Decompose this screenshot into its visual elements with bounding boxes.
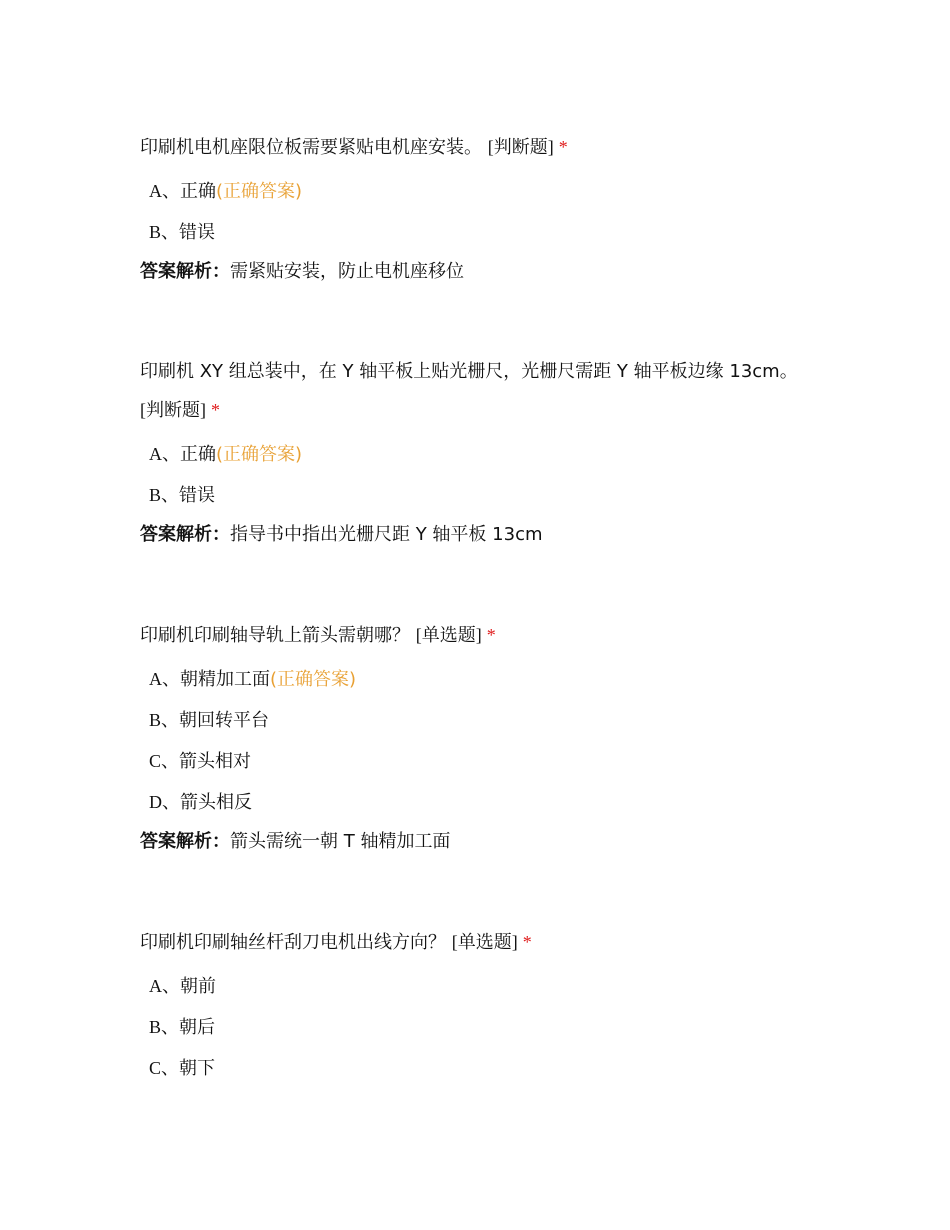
option-letter: D (149, 792, 162, 812)
option-text: 朝精加工面 (180, 669, 270, 690)
option-a[interactable] (140, 659, 820, 700)
option-text: 错误 (179, 485, 216, 506)
option-a[interactable] (140, 966, 820, 1007)
correct-answer-tag: (正确答案) (216, 181, 303, 202)
option-separator: 、 (162, 976, 180, 997)
option-list (140, 171, 820, 253)
question-3 (140, 616, 820, 861)
analysis-label: 答案解析： (140, 831, 230, 852)
question-4 (140, 923, 820, 1089)
question-text: 印刷机印刷轴丝杆刮刀电机出线方向？ (140, 932, 446, 953)
option-separator: 、 (161, 751, 180, 772)
option-letter: B (149, 485, 162, 505)
question-text: 印刷机 XY 组总装中，在 Y 轴平板上贴光栅尺，光栅尺需距 Y 轴平板边缘 13cm。 (140, 361, 798, 382)
option-separator: 、 (161, 710, 180, 731)
option-text: 正确 (180, 444, 216, 465)
option-text: 错误 (179, 222, 216, 243)
question-type: [单选题] (451, 932, 518, 952)
answer-analysis (140, 516, 820, 554)
correct-answer-tag: (正确答案) (270, 669, 357, 690)
option-text: 箭头相对 (179, 751, 252, 772)
option-text: 朝前 (180, 976, 216, 997)
option-b[interactable] (140, 475, 820, 516)
question-title (140, 923, 820, 962)
option-letter: B (149, 1017, 162, 1037)
analysis-text: 箭头需统一朝 T 轴精加工面 (230, 831, 451, 852)
option-letter: A (149, 976, 162, 996)
option-text: 朝下 (179, 1058, 216, 1079)
option-letter: A (149, 669, 162, 689)
question-type: [判断题] (487, 137, 554, 157)
option-list (140, 434, 820, 516)
option-separator: 、 (162, 792, 180, 813)
option-letter: A (149, 444, 162, 464)
question-title (140, 128, 820, 167)
required-mark: * (522, 932, 532, 952)
option-c[interactable] (140, 741, 820, 782)
required-mark: * (558, 137, 568, 157)
option-text: 箭头相反 (180, 792, 252, 813)
question-type: [判断题] (140, 400, 206, 420)
option-letter: B (149, 710, 162, 730)
option-a[interactable] (140, 171, 820, 212)
option-letter: B (149, 222, 162, 242)
answer-analysis (140, 823, 820, 861)
option-text: 朝回转平台 (179, 710, 270, 731)
option-separator: 、 (162, 181, 180, 202)
required-mark: * (211, 400, 220, 420)
option-letter: A (149, 181, 162, 201)
question-title (140, 353, 820, 430)
option-text: 正确 (180, 181, 216, 202)
option-b[interactable] (140, 1007, 820, 1048)
option-separator: 、 (161, 222, 180, 243)
option-separator: 、 (161, 1058, 180, 1079)
option-d[interactable] (140, 782, 820, 823)
option-b[interactable] (140, 700, 820, 741)
analysis-label: 答案解析： (140, 261, 230, 282)
option-separator: 、 (162, 444, 180, 465)
option-list (140, 966, 820, 1089)
question-text: 印刷机电机座限位板需要紧贴电机座安装。 (140, 137, 482, 158)
question-2 (140, 353, 820, 554)
question-text: 印刷机印刷轴导轨上箭头需朝哪？ (140, 625, 410, 646)
option-letter: C (149, 751, 162, 771)
question-title (140, 616, 820, 655)
option-separator: 、 (161, 1017, 180, 1038)
option-text: 朝后 (179, 1017, 216, 1038)
question-1 (140, 128, 820, 291)
option-a[interactable] (140, 434, 820, 475)
analysis-text: 指导书中指出光栅尺距 Y 轴平板 13cm (230, 524, 543, 545)
option-separator: 、 (162, 669, 180, 690)
option-c[interactable] (140, 1048, 820, 1089)
answer-analysis (140, 253, 820, 291)
option-letter: C (149, 1058, 162, 1078)
question-type: [单选题] (415, 625, 482, 645)
option-b[interactable] (140, 212, 820, 253)
correct-answer-tag: (正确答案) (216, 444, 303, 465)
option-list (140, 659, 820, 823)
analysis-label: 答案解析： (140, 524, 230, 545)
analysis-text: 需紧贴安装，防止电机座移位 (230, 261, 464, 282)
quiz-page (140, 128, 820, 1089)
option-separator: 、 (161, 485, 180, 506)
required-mark: * (486, 625, 496, 645)
